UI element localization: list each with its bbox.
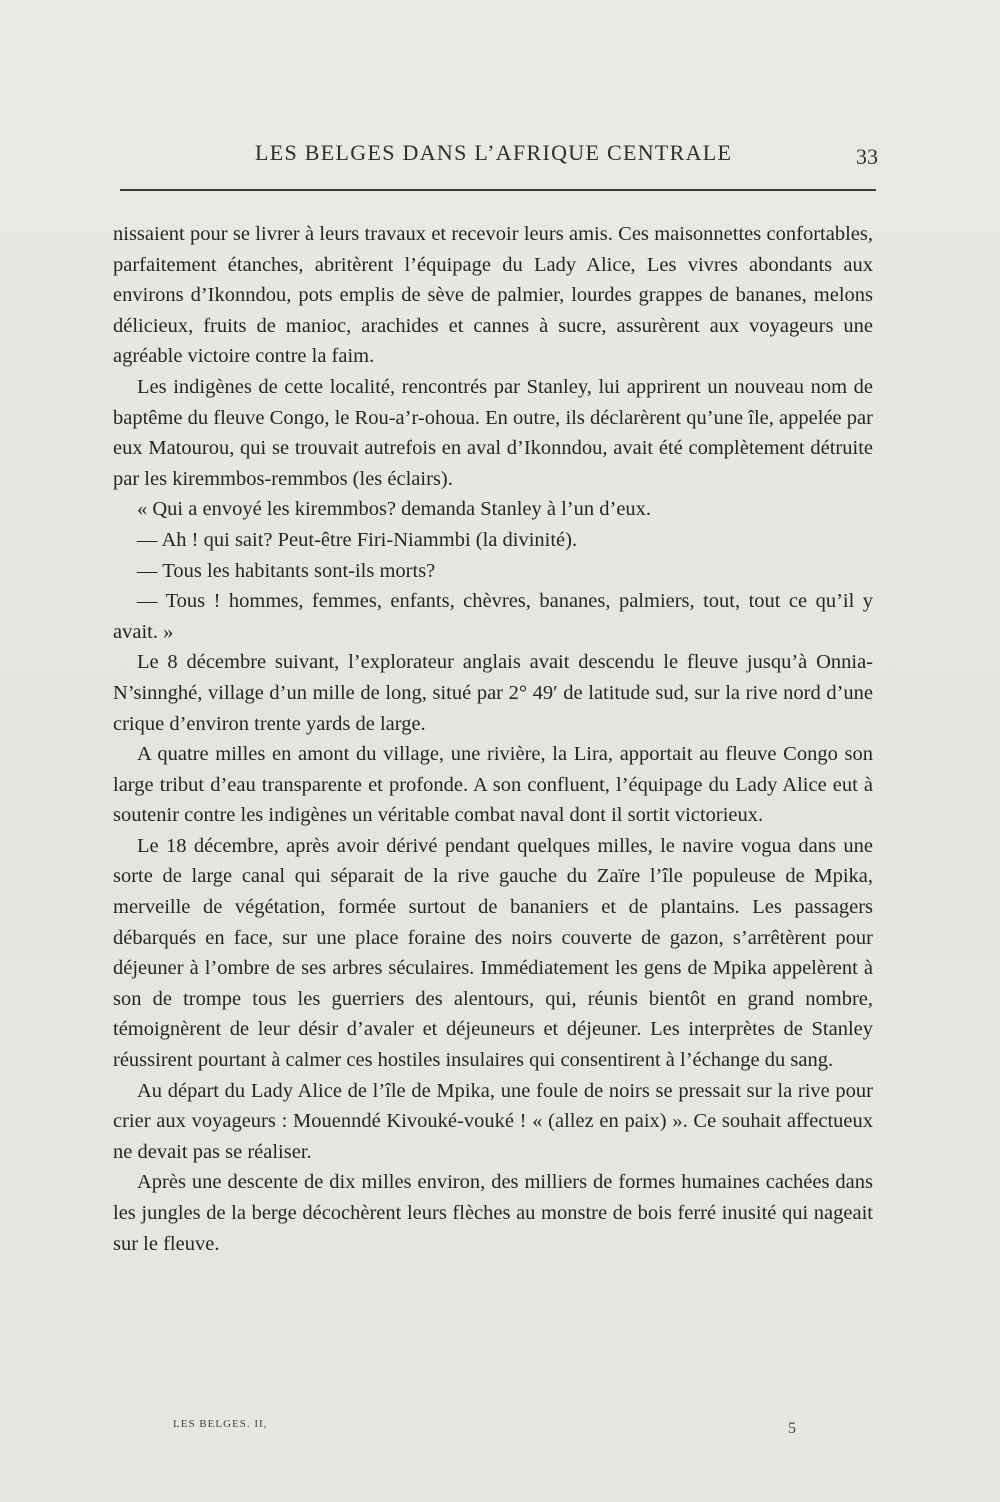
paragraph: — Tous ! hommes, femmes, enfants, chèvres, bananes, palmiers, tout, tout ce qu’il y avait. » [113,590,873,643]
running-header [120,140,880,176]
signature-mark: LES BELGES. II, [173,1418,268,1430]
body-text [113,219,873,1259]
paragraph: Les indigènes de cette localité, rencontrés par Stanley, lui apprirent un nouveau nom de baptême du fleuve Congo, le Rou-a’r-ohoua. En outre, ils déclarèrent qu’une île, appelée par eux Matourou, qui se trouvait autrefois en aval d’Ikonndou, avait été complètement détruite par les kiremmbos-remmbos (les éclairs). [113,375,873,490]
paragraph: nissaient pour se livrer à leurs travaux et recevoir leurs amis. Ces maisonnettes confortables, parfaitement étanches, abritèrent l’équipage du Lady Alice, Les vivres abondants aux environs d’Ikonndou, pots emplis de sève de palmier, lourdes grappes de bananes, melons délicieux, fruits de manioc, arachides et cannes à sucre, assurèrent aux voyageurs une agréable victoire contre la faim. [113,223,873,368]
paragraph: — Tous les habitants sont-ils morts? [137,559,436,582]
running-title: LES BELGES DANS L’AFRIQUE CENTRALE [255,140,733,165]
paragraph: Au départ du Lady Alice de l’île de Mpika, une foule de noirs se pressait sur la rive pour crier aux voyageurs : Mouenndé Kivouké-vouké ! « (allez en paix) ». Ce souhait affectueux ne devait pas se réaliser. [113,1079,873,1163]
header-rule [120,189,876,191]
paragraph: A quatre milles en amont du village, une rivière, la Lira, apportait au fleuve Congo son large tribut d’eau transparente et profonde. A son confluent, l’équipage du Lady Alice eut à soutenir contre les indigènes un véritable combat naval dont il sortit victorieux. [113,743,873,827]
paragraph: Le 18 décembre, après avoir dérivé pendant quelques milles, le navire vogua dans une sorte de large canal qui séparait de la rive gauche du Zaïre l’île populeuse de Mpika, merveille de végétation, formée surtout de bananiers et de plantains. Les passagers débarqués en face, sur une place foraine des noirs couverte de gazon, s’arrêtèrent pour déjeuner à l’ombre de ses arbres séculaires. Immédiatement les gens de Mpika appelèrent à son de trompe tous les guerriers des alentours, qui, réunis bientôt en grand nombre, témoignèrent de leur désir d’avaler et déjeuneurs et déjeuner. Les interprètes de Stanley réussirent pourtant à calmer ces hostiles insulaires qui consentirent à l’échange du sang. [113,834,873,1072]
signature-number: 5 [788,1420,796,1437]
paragraph: « Qui a envoyé les kiremmbos? demanda Stanley à l’un d’eux. [137,498,652,521]
paragraph: — Ah ! qui sait? Peut-être Firi-Niammbi (la divinité). [137,528,578,551]
page-number: 33 [856,144,878,169]
paragraph: Le 8 décembre suivant, l’explorateur anglais avait descendu le fleuve jusqu’à Onnia-N’sinnghé, village d’un mille de long, situé par 2° 49′ de latitude sud, sur la rive nord d’une crique d’environ trente yards de large. [113,651,873,735]
paragraph: Après une descente de dix milles environ, des milliers de formes humaines cachées dans les jungles de la berge décochèrent leurs flèches au monstre de bois ferré inusité qui nageait sur le fleuve. [113,1171,873,1255]
